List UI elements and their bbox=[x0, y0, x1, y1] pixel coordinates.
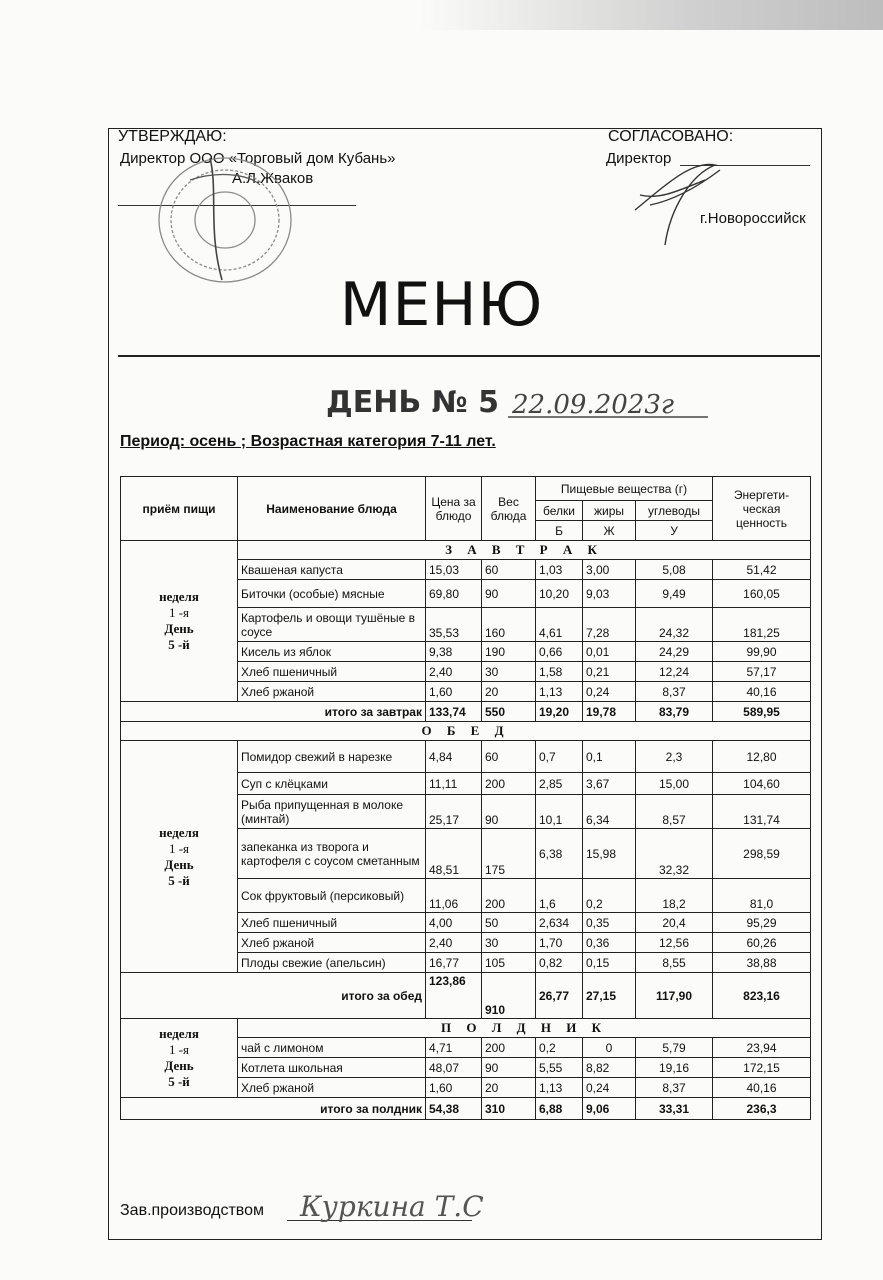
table-row: Биточки (особые) мясные 69,80 90 10,20 9,03 9,49 160,05 bbox=[121, 580, 811, 608]
svg-text:Куркина Т.С: Куркина Т.С bbox=[300, 1190, 484, 1223]
header-meal: приём пищи bbox=[121, 477, 238, 541]
week-day-cell: неделя 1 -я День 5 -й bbox=[121, 741, 238, 973]
table-row: Рыба припущенная в молоке (минтай) 25,17 90 10,1 6,34 8,57 131,74 bbox=[121, 795, 811, 829]
header-price: Цена за блюдо bbox=[426, 477, 482, 541]
approve-director: Директор ООО «Торговый дом Кубань» bbox=[120, 150, 396, 167]
footer-label: Зав.производством bbox=[120, 1202, 264, 1219]
total-row-snack: итого за полдник 54,38 310 6,88 9,06 33,31 236,3 bbox=[121, 1098, 811, 1120]
table-row: неделя 1 -я День 5 -й Помидор свежий в нарезке 4,84 60 0,7 0,1 2,3 12,80 bbox=[121, 741, 811, 773]
director-signature bbox=[620, 150, 730, 250]
table-row: Котлета школьная 48,07 90 5,55 8,82 19,16 172,15 bbox=[121, 1058, 811, 1078]
period-line: Период: осень ; Возрастная категория 7-11 лет. bbox=[120, 433, 496, 450]
table-row: Хлеб ржаной 1,60 20 1,13 0,24 8,37 40,16 bbox=[121, 682, 811, 702]
section-breakfast: З А В Т Р А К bbox=[238, 541, 811, 560]
header-proteins: белки bbox=[536, 501, 583, 521]
total-row-breakfast: итого за завтрак 133,74 550 19,20 19,78 83,79 589,95 bbox=[121, 702, 811, 722]
header-b: Б bbox=[536, 521, 583, 541]
production-head-signature bbox=[280, 1180, 540, 1230]
table-row: Картофель и овощи тушёные в соусе 35,53 160 4,61 7,28 24,32 181,25 bbox=[121, 608, 811, 642]
header-zh: Ж bbox=[583, 521, 636, 541]
table-row: Хлеб ржаной 2,40 30 1,70 0,36 12,56 60,26 bbox=[121, 933, 811, 953]
header-carbs: углеводы bbox=[636, 501, 713, 521]
agree-city: г.Новороссийск bbox=[700, 210, 806, 227]
menu-table bbox=[120, 476, 811, 1120]
table-row: Сок фруктовый (персиковый) 11,06 200 1,6 0,2 18,2 81,0 bbox=[121, 879, 811, 913]
table-row: Квашеная капуста 15,03 60 1,03 3,00 5,08 51,42 bbox=[121, 560, 811, 580]
table-row: чай с лимоном 4,71 200 0,2 0 5,79 23,94 bbox=[121, 1038, 811, 1058]
header-nutrients: Пищевые вещества (г) bbox=[536, 477, 713, 501]
section-snack: П О Л Д Н И К bbox=[238, 1019, 811, 1038]
approve-title: УТВЕРЖДАЮ: bbox=[118, 128, 227, 145]
table-row: Хлеб пшеничный 2,40 30 1,58 0,21 12,24 57,17 bbox=[121, 662, 811, 682]
table-row: Кисель из яблок 9,38 190 0,66 0,01 24,29 99,90 bbox=[121, 642, 811, 662]
header-energy: Энергети-ческая ценность bbox=[713, 477, 811, 541]
table-row: Суп с клёцками 11,11 200 2,85 3,67 15,00 104,60 bbox=[121, 773, 811, 795]
table-row: Хлеб пшеничный 4,00 50 2,634 0,35 20,4 95,29 bbox=[121, 913, 811, 933]
table-row: Плоды свежие (апельсин) 16,77 105 0,82 0,15 8,55 38,88 bbox=[121, 953, 811, 973]
approve-name: А.Л.Жваков bbox=[232, 170, 314, 187]
agree-director: Директор bbox=[606, 150, 672, 167]
header-u: У bbox=[636, 521, 713, 541]
table-row: Хлеб ржаной 1,60 20 1,13 0,24 8,37 40,16 bbox=[121, 1078, 811, 1098]
svg-text:22.09.2023г: 22.09.2023г bbox=[512, 390, 675, 420]
total-row-lunch: итого за обед 123,86 910 26,77 27,15 117,90 823,16 bbox=[121, 973, 811, 1019]
title-rule bbox=[118, 355, 820, 357]
header-name: Наименование блюда bbox=[238, 477, 426, 541]
week-day-cell: неделя 1 -я День 5 -й bbox=[121, 541, 238, 702]
week-day-cell: неделя 1 -я День 5 -й bbox=[121, 1019, 238, 1098]
day-label: ДЕНЬ № 5 bbox=[326, 385, 500, 420]
day-date bbox=[508, 383, 708, 423]
scan-shadow bbox=[420, 0, 883, 30]
header-weight: Вес блюда bbox=[482, 477, 536, 541]
page-title: МЕНЮ bbox=[339, 270, 544, 340]
stamp-seal bbox=[150, 150, 300, 290]
table-row: запеканка из творога и картофеля с соусом сметанным 48,51 175 6,38 15,98 32,32 298,59 bbox=[121, 829, 811, 879]
header-fats: жиры bbox=[583, 501, 636, 521]
agree-title: СОГЛАСОВАНО: bbox=[608, 128, 734, 145]
section-lunch: О Б Е Д bbox=[121, 722, 811, 741]
